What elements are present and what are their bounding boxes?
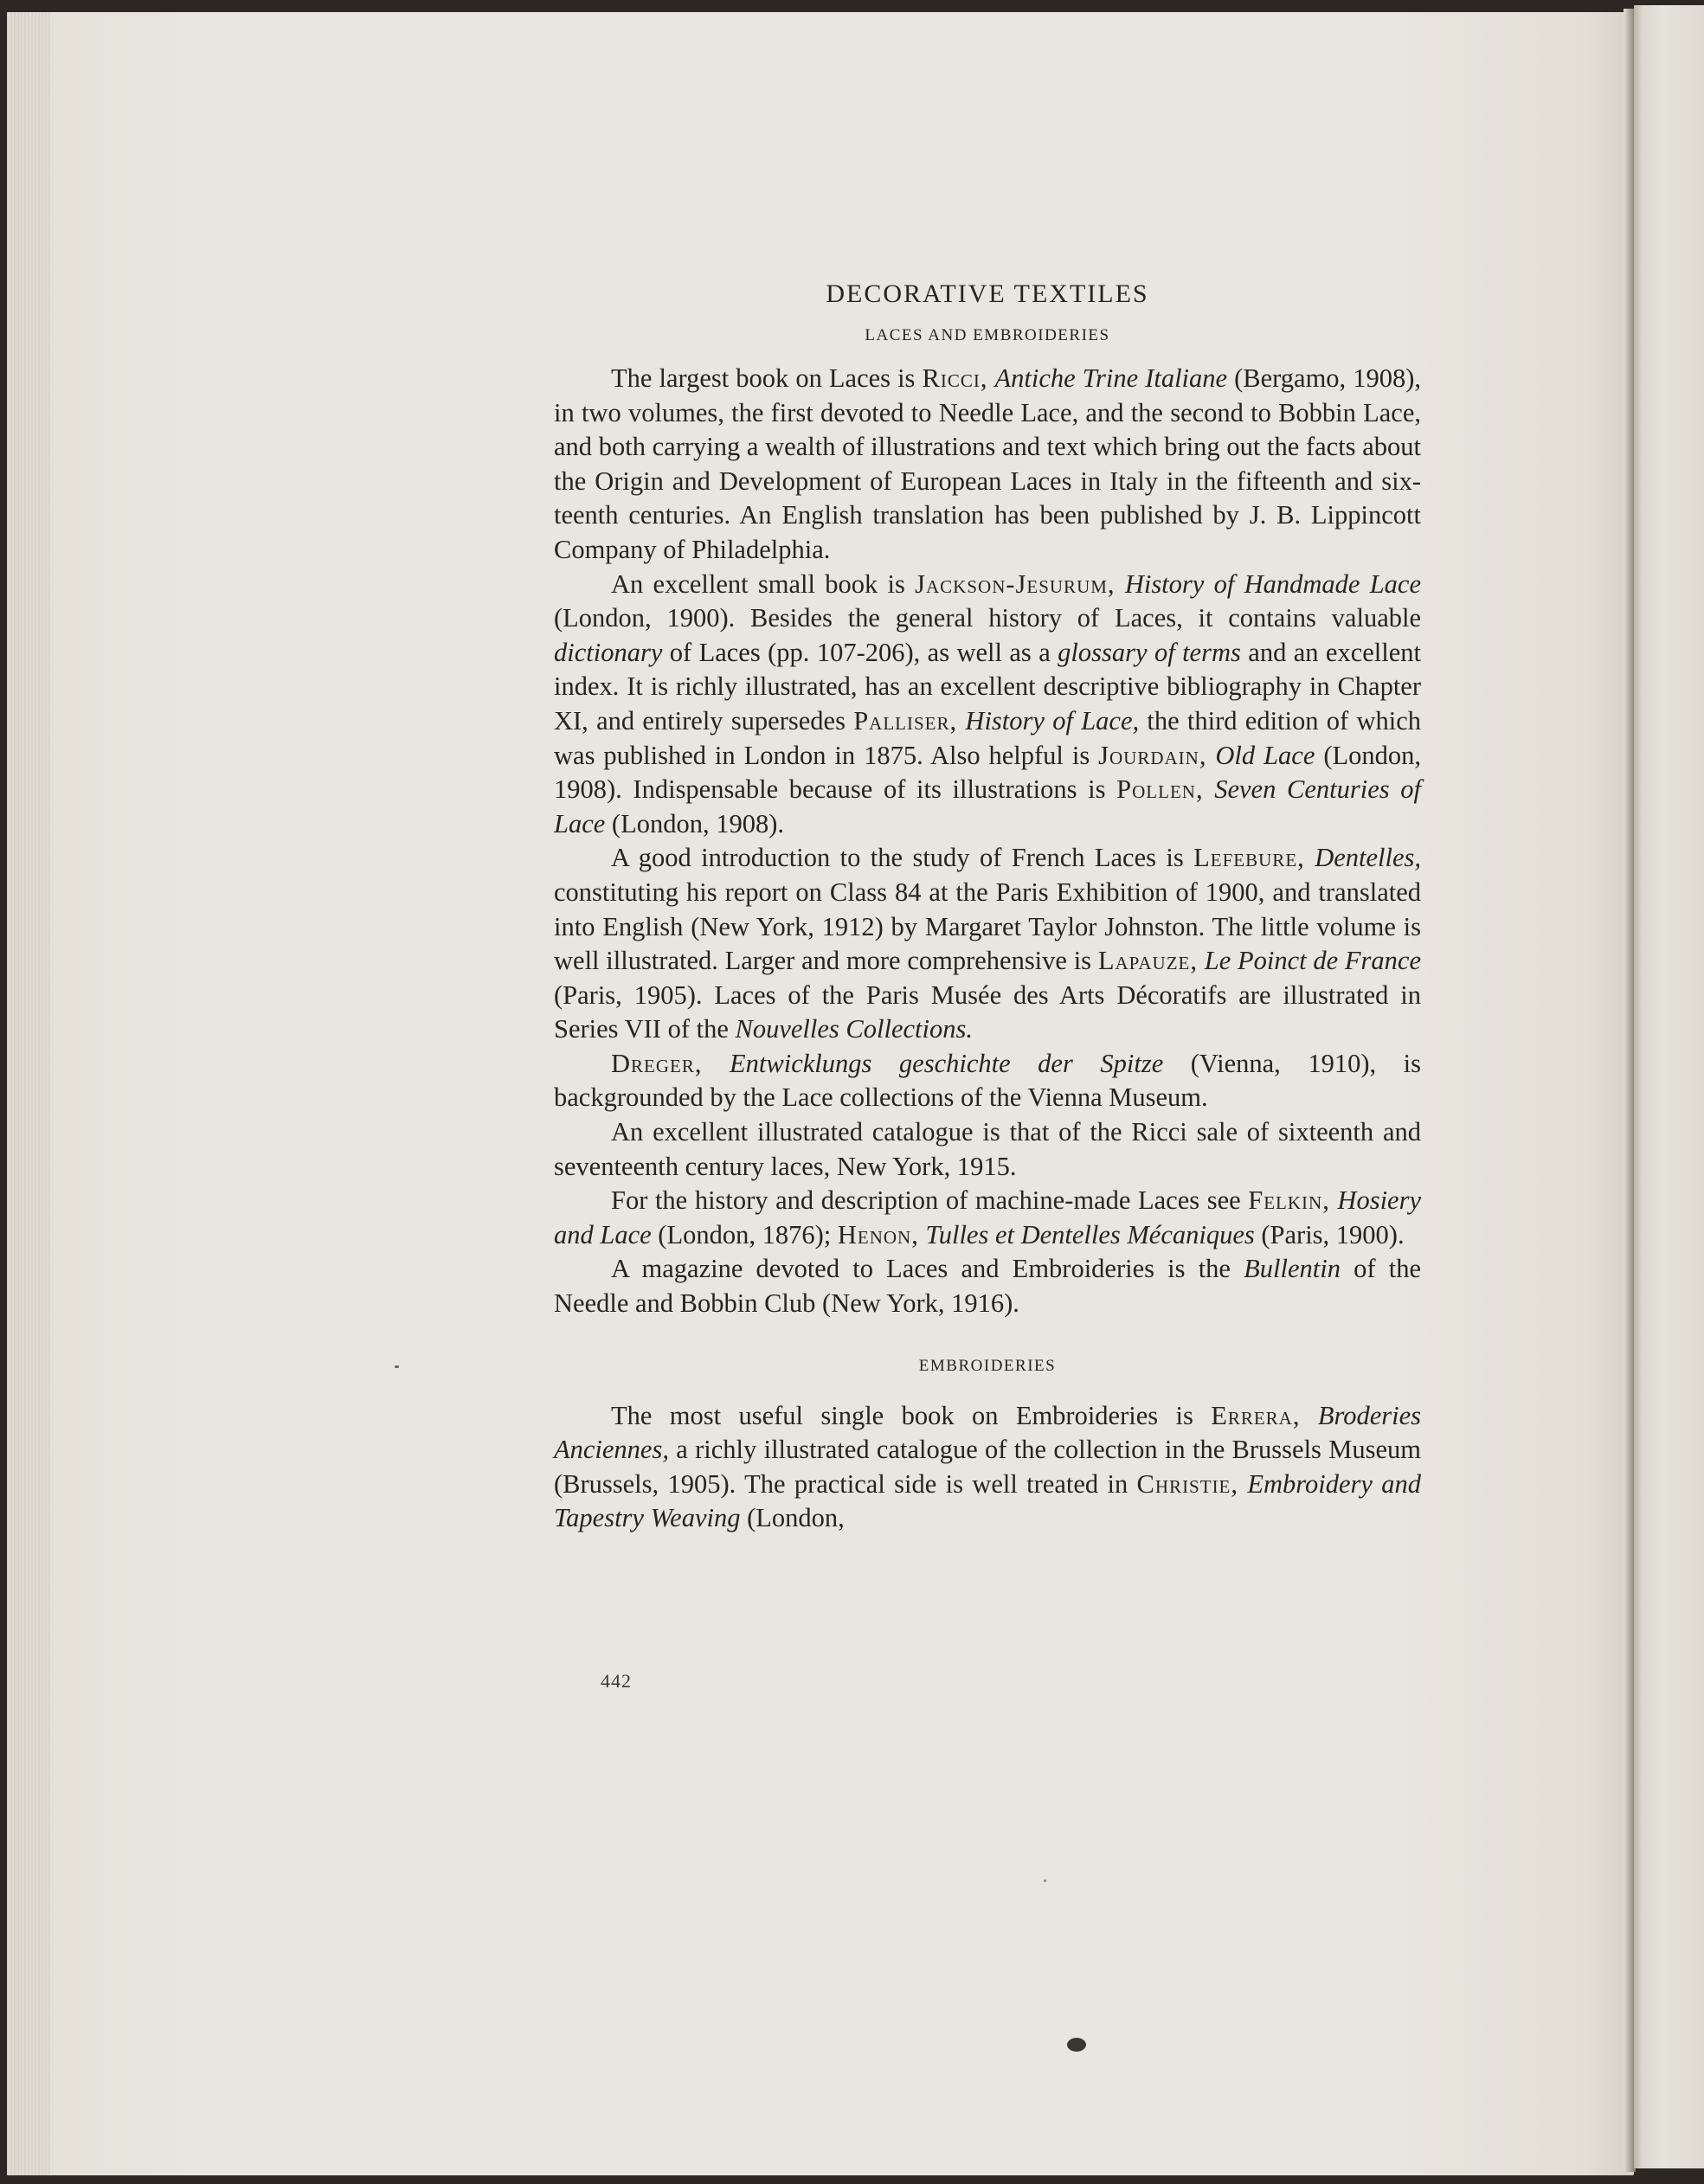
text: the third edition of which was published in London in 1875. Also helpful is xyxy=(554,705,1421,770)
text: (Vienna, 1910), is backgrounded by the Lace collections of the Vienna Museum. xyxy=(554,1048,1421,1113)
text: (Paris, 1900). xyxy=(1254,1219,1405,1249)
author-name: Felkin, xyxy=(1248,1185,1330,1216)
book-title: Bullentin xyxy=(1244,1254,1341,1284)
book-title: Antiche Trine Italiane xyxy=(994,363,1228,393)
author-name: Henon, xyxy=(837,1219,919,1249)
author-name: Lapauze, xyxy=(1097,946,1198,976)
text: of Laces (pp. 107-206), as well as a xyxy=(662,637,1058,667)
facing-page-edge xyxy=(1634,5,1704,2168)
text: (Bergamo, 1908), in two volumes, the first devoted to Needle Lace, and the second to Bobbin Lace, and both carrying a wealth of illustrations and text which bring out the facts about the Origin and Development of European Laces in Italy in the fifteenth and sixteenth centuries. An English translation has been published by J. B. Lippincott Company of Philadelphia. xyxy=(554,363,1422,564)
paragraph xyxy=(554,1184,1421,1252)
book-title: Nouvelles Collections. xyxy=(735,1014,973,1044)
text: An excellent small book is xyxy=(611,568,916,599)
author-name: Jackson-Jesurum, xyxy=(915,568,1116,599)
page-number: 442 xyxy=(601,1670,632,1692)
paragraph: An excellent illustrated catalogue is that of the Ricci sale of sixteenth and seventeenth century laces, New York, 1915. xyxy=(554,1117,1421,1181)
book-title: History of Handmade Lace xyxy=(1124,568,1421,599)
author-name: Errera, xyxy=(1211,1400,1301,1430)
paragraph xyxy=(554,841,1421,1047)
book-title: History of Lace, xyxy=(965,705,1140,735)
author-name: Dreger, xyxy=(611,1048,703,1078)
section-heading-embroideries: EMBROIDERIES xyxy=(918,1356,1057,1375)
running-heading: DECORATIVE TEXTILES xyxy=(826,279,1149,308)
book-title: Le Poinct de France xyxy=(1204,946,1422,976)
text: For the history and description of machine-made Laces see xyxy=(611,1185,1249,1216)
text: (Paris, 1905). Laces of the Paris Musée des Arts Décoratifs are illustrated in Series VII of the xyxy=(554,980,1421,1044)
emphasis: dictionary xyxy=(554,637,663,667)
text: The largest book on Laces is xyxy=(611,363,923,393)
emphasis: glossary of terms xyxy=(1058,637,1241,667)
book-title: Tulles et Dentelles Mécaniques xyxy=(925,1219,1255,1249)
author-name: Christie, xyxy=(1136,1468,1239,1499)
text: A magazine devoted to Laces and Embroideries is the xyxy=(611,1254,1244,1284)
paragraph xyxy=(554,1252,1421,1320)
text: A good introduction to the study of French Laces is xyxy=(611,843,1194,873)
author-name: Jourdain, xyxy=(1098,740,1207,770)
book-title: Entwicklungs geschichte der Spitze xyxy=(730,1048,1164,1078)
ink-blot xyxy=(1067,2038,1086,2052)
author-name: Ricci, xyxy=(922,363,988,393)
book-title: Seven Centuries of Lace xyxy=(554,774,1421,838)
book-title: Broderies Anciennes, xyxy=(554,1400,1422,1465)
text: of the Needle and Bobbin Club (New York, 1916). xyxy=(554,1254,1421,1319)
text: (London, 1876); xyxy=(651,1219,838,1249)
text: constituting his report on Class 84 at the Paris Exhibition of 1900, and translated into English (New York, 1912) by Margaret Taylor Johnston. The little volume is well illustrated. Larger and more comprehensive is xyxy=(554,877,1421,976)
author-name: Pollen, xyxy=(1116,774,1204,805)
book-title: Old Lace xyxy=(1215,740,1315,770)
text: (London, 1900). Besides the general history of Laces, it contains valuable xyxy=(554,603,1421,633)
paper-speck xyxy=(1044,1879,1046,1882)
paragraph xyxy=(554,1047,1421,1115)
book-title: Hosiery and Lace xyxy=(554,1185,1421,1249)
section-heading-laces: LACES AND EMBROIDERIES xyxy=(865,326,1110,344)
paragraph xyxy=(554,1399,1421,1536)
text: a richly illustrated catalogue of the collection in the Brussels Museum (Brussels, 1905). The practical side is well treated in xyxy=(554,1435,1421,1499)
paper-speck xyxy=(395,1365,399,1368)
book-title: Dentelles, xyxy=(1315,843,1422,873)
text: (London, 1908). xyxy=(605,808,784,838)
text: The most useful single book on Embroideries is xyxy=(611,1400,1212,1430)
paragraph xyxy=(554,362,1421,568)
text: and an excellent index. It is richly illustrated, has an excellent descriptive bibliography in Chapter XI, and entirely supersedes xyxy=(554,637,1421,735)
text: (London, 1908). Indispensable because of its illustrations is xyxy=(554,740,1421,805)
paragraph xyxy=(554,568,1421,842)
text: (London, xyxy=(740,1503,845,1533)
author-name: Lefebure, xyxy=(1193,843,1305,873)
page-stack-edges xyxy=(7,12,50,2175)
book-title: Embroidery and Tapestry Weaving xyxy=(554,1468,1422,1533)
page-text xyxy=(554,277,1421,1536)
author-name: Palliser, xyxy=(853,705,958,735)
